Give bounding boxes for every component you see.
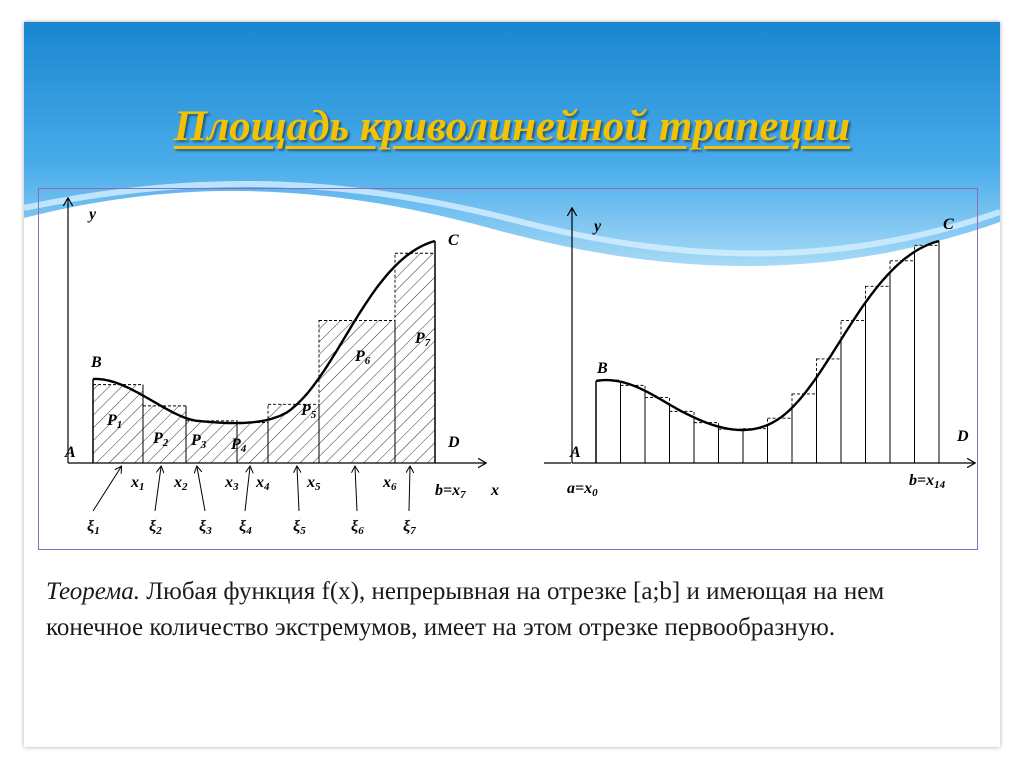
left-xi-sub-7: 7 [410,525,416,537]
left-end-sub: 7 [460,489,466,501]
left-xi-text-4: ξ [239,518,247,535]
theorem-head: Теорема. [46,578,140,605]
left-y-label: y [89,206,97,223]
right-end-text: b=x [909,472,935,489]
right-rect-8 [768,418,793,463]
left-xi-text-1: ξ [87,518,95,535]
right-point-b: B [597,360,608,377]
left-x-sub-3: 2 [182,481,188,493]
left-p-sub-4: 4 [240,443,247,455]
left-p-sub-5: 5 [310,409,317,421]
theorem-text [46,574,976,646]
left-p-sub-6: 6 [364,355,371,367]
left-x-label-4 [224,474,239,493]
left-xi-label-6 [351,518,364,537]
left-p-sub-7: 7 [424,337,431,349]
left-xi-pointer-7 [409,467,410,511]
left-x-sub-6: 5 [315,481,321,493]
left-p-text-7: P [415,330,425,347]
left-p-text-5: P [301,402,311,419]
right-rect-7 [743,429,768,463]
left-x-label-5 [255,474,270,493]
right-rect-6 [719,429,744,463]
left-point-b: B [91,354,102,371]
left-point-c: C [448,232,459,249]
left-xi-pointer-1 [93,467,121,511]
left-x-text-7: x [383,474,391,491]
left-xi-text-7: ξ [403,518,411,535]
right-rect-5 [694,423,719,463]
left-xi-label-5 [293,518,306,537]
left-xi-text-3: ξ [199,518,207,535]
left-x-label-3 [173,474,188,493]
right-curve [596,241,939,430]
right-rect-2 [621,385,646,463]
left-hatch-6 [319,321,395,463]
left-x-label: x [491,482,499,499]
right-y-label: y [594,218,602,235]
left-xi-label-1 [87,518,100,537]
left-p-sub-2: 2 [162,437,169,449]
left-xi-text-6: ξ [351,518,359,535]
left-p-text-3: P [191,432,201,449]
left-x-sub-2: 1 [139,481,145,493]
figure-frame [38,188,978,550]
right-point-c: C [943,216,954,233]
left-xi-pointer-3 [197,467,205,511]
left-xi-sub-2: 2 [156,525,162,537]
left-xi-sub-1: 1 [94,525,100,537]
left-x-text-4: x [225,474,233,491]
right-rect-3 [645,397,670,463]
left-p-sub-1: 1 [116,419,123,431]
right-rect-12 [866,286,891,463]
left-p-text-6: P [355,348,365,365]
trapezoid-figures [39,189,976,548]
right-rect-4 [670,411,695,463]
right-start-label [567,480,598,499]
right-start-sub: 0 [592,487,598,499]
left-xi-label-7 [403,518,416,537]
right-rect-13 [890,261,915,463]
left-xi-sub-5: 5 [300,525,306,537]
left-p-text-4: P [231,436,241,453]
right-start-text: a=x [567,480,593,497]
left-end-label [435,482,466,501]
left-p-text-1: P [107,412,117,429]
left-p-text-2: P [153,430,163,447]
left-x-text-3: x [174,474,182,491]
left-x-text-6: x [307,474,315,491]
left-xi-text-5: ξ [293,518,301,535]
right-rect-11 [841,321,866,463]
left-xi-pointer-4 [245,467,250,511]
right-rect-1 [596,380,621,463]
theorem-body: Любая функция f(x), непрерывная на отрезке [a;b] и имеющая на нем конечное количество экстремумов, имеет на этом отрезке первообразную. [46,578,885,641]
left-xi-sub-6: 6 [358,525,364,537]
left-xi-label-3 [199,518,212,537]
left-xi-sub-4: 4 [246,525,252,537]
left-xi-pointer-5 [297,467,299,511]
left-x-label-2 [130,474,145,493]
left-x-label-7 [382,474,397,493]
right-end-sub: 14 [934,479,946,491]
slide-title: Площадь криволинейной трапеции [173,103,851,150]
left-x-sub-4: 3 [233,481,239,493]
right-rect-14 [915,245,940,463]
slide [24,22,1000,747]
left-x-text-2: x [131,474,139,491]
right-point-a: A [570,444,581,461]
left-end-text: b=x [435,482,461,499]
left-xi-pointer-2 [155,467,161,511]
right-point-d: D [957,428,969,445]
left-point-d: D [448,434,460,451]
left-xi-text-2: ξ [149,518,157,535]
left-figure [64,199,499,537]
left-xi-label-4 [239,518,252,537]
left-hatch-7 [395,253,435,463]
right-figure [544,209,974,499]
left-point-a: A [65,444,76,461]
left-p-sub-3: 3 [200,439,207,451]
left-x-text-5: x [256,474,264,491]
left-xi-label-2 [149,518,162,537]
right-rect-10 [817,359,842,463]
left-x-sub-5: 4 [264,481,270,493]
left-x-label-6 [306,474,321,493]
left-x-sub-7: 6 [391,481,397,493]
left-xi-sub-3: 3 [206,525,212,537]
left-xi-pointer-6 [355,467,357,511]
right-end-label [909,472,946,491]
